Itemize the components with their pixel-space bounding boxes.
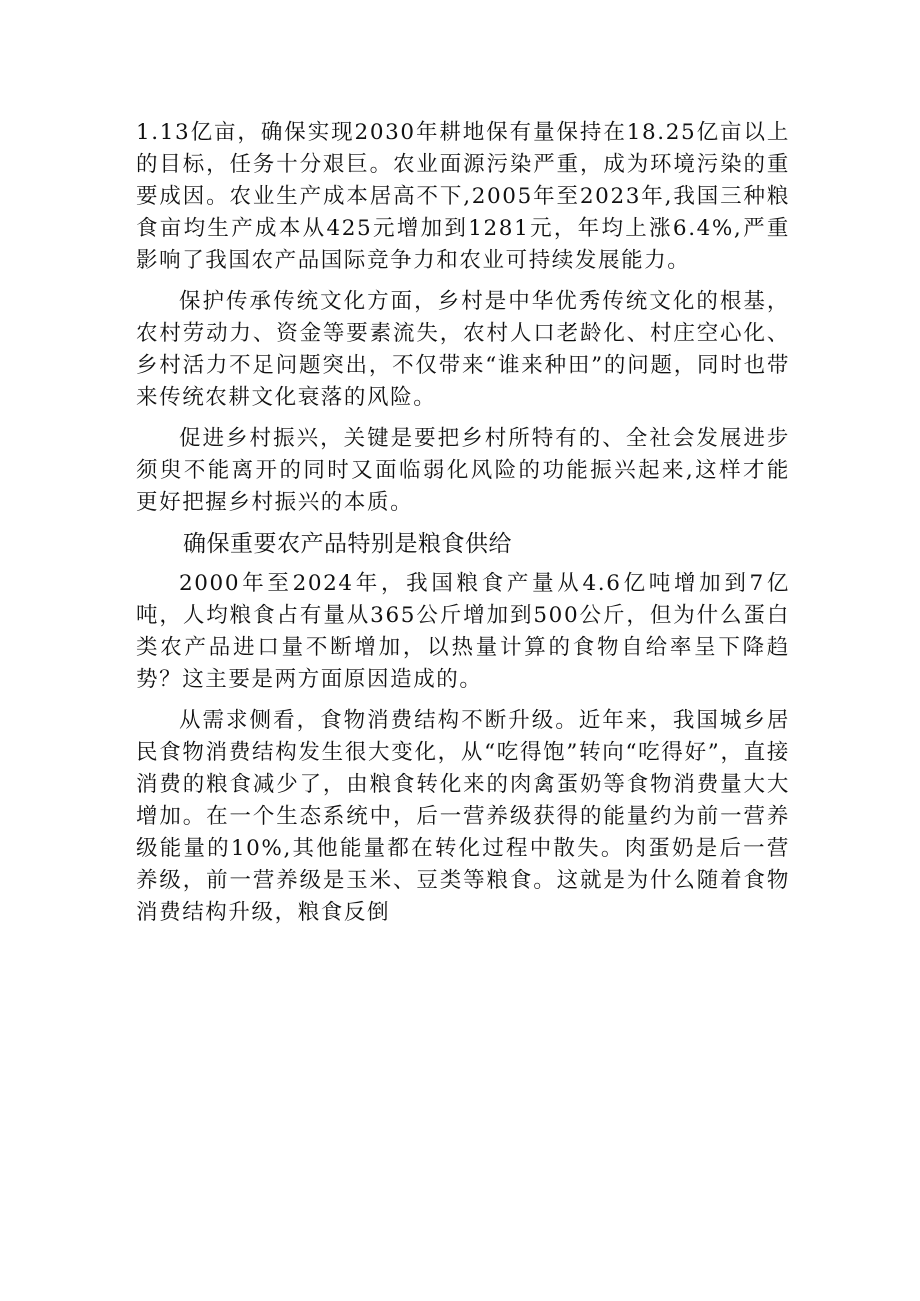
paragraph-traditional-culture: 保护传承传统文化方面，乡村是中华优秀传统文化的根基，农村劳动力、资金等要素流失，农村人口老龄化、村庄空心化、乡村活力不足问题突出，不仅带来“谁来种田”的问题，同时也带来传统农耕文化衰落的风险。 bbox=[136, 289, 790, 410]
paragraph-demand-side: 从需求侧看，食物消费结构不断升级。近年来，我国城乡居民食物消费结构发生很大变化，从“吃得饱”转向“吃得好”，直接消费的粮食减少了，由粮食转化来的肉禽蛋奶等食物消费量大大增加。在一个生态系统中，后一营养级获得的能量约为前一营养级能量的10%,其他能量都在转化过程中散失。肉蛋奶是后一营养级，前一营养级是玉米、豆类等粮食。这就是为什么随着食物消费结构升级，粮食反倒 bbox=[136, 708, 790, 925]
paragraph-grain-output: 2000年至2024年，我国粮食产量从4.6亿吨增加到7亿吨，人均粮食占有量从365公斤增加到500公斤，但为什么蛋白类农产品进口量不断增加，以热量计算的食物自给率呈下降趋势？这主要是两方面原因造成的。 bbox=[136, 571, 790, 692]
paragraph-rural-revitalization: 促进乡村振兴，关键是要把乡村所特有的、全社会发展进步须臾不能离开的同时又面临弱化风险的功能振兴起来,这样才能更好把握乡村振兴的本质。 bbox=[136, 426, 790, 515]
section-heading: 确保重要农产品特别是粮食供给 bbox=[183, 531, 512, 557]
document-body bbox=[136, 117, 790, 938]
paragraph-farmland-costs: 1.13亿亩，确保实现2030年耕地保有量保持在18.25亿亩以上的目标，任务十分艰巨。农业面源污染严重，成为环境污染的重要成因。农业生产成本居高不下,2005年至2023年,我国三种粮食亩均生产成本从425元增加到1281元，年均上涨6.4%,严重影响了我国农产品国际竞争力和农业可持续发展能力。 bbox=[136, 120, 790, 273]
